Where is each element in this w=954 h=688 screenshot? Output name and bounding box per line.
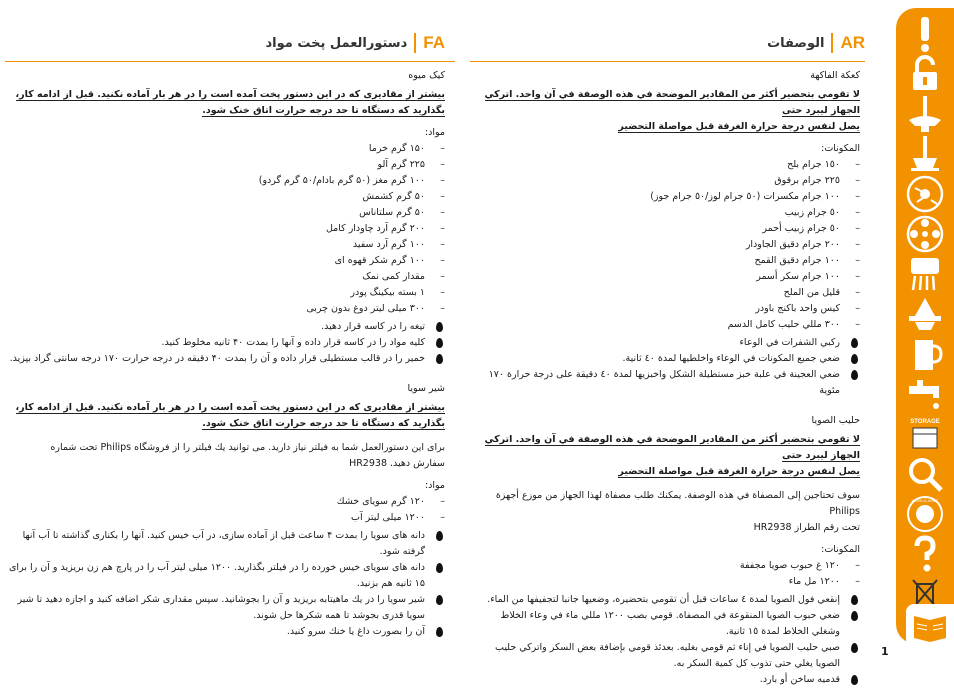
ingredient-item: – ٢٢٥ جرام برقوق (475, 173, 840, 189)
ar-header (767, 30, 865, 56)
grater-icon[interactable] (900, 252, 950, 296)
ingredient-list (0, 494, 445, 526)
ingredients-label: المكونات: (821, 143, 860, 154)
intro-tail: سفارش دهید. (390, 458, 445, 469)
ingredient-item: – ۱۵۰ گرم خرما (0, 141, 425, 157)
section-spacer (475, 399, 860, 409)
step-item: ضعي العجينة في علبة خبز مستطيلة الشكل واخبزيها لمدة ٤٠ دقيقة على درجة حرارة ١٧٠ مئوية (475, 367, 840, 399)
ingredient-item: – ۲۲۵ گرم آلو (0, 157, 425, 173)
recipe-title: كعكة الفاكهة (810, 70, 860, 81)
section-tab-sidebar (896, 8, 954, 644)
caution-line (0, 87, 445, 103)
intro-text: سوف تحتاجين إلى المصفاة في هذه الوصفة. يمكنك طلب مصفاة لهذا الجهاز من موزع أجهزة Philips (495, 490, 860, 517)
ingredient-item: – ١٠٠ جرام دقيق القمح (475, 253, 840, 269)
caution-text: بیشتر از مقادیری که در این دستور پخت آمده است را در هر بار آماده نکنید. قبل از ادامه کار، (15, 89, 445, 100)
caution-note (0, 400, 445, 432)
ingredient-item: – ٢٠٠ جرام دقيق الجاودار (475, 237, 840, 253)
caution-note (475, 87, 860, 135)
recipe-title: کیک میوه (408, 70, 445, 81)
intro-tail: تحت رقم الطراز (794, 522, 860, 533)
caution-text: لا تقومي بتحضير أكثر من المقادير الموضحة في هذه الوصفة في آن واحد. اتركي الجهاز ليبرد حتى (484, 434, 860, 461)
ingredient-list (475, 558, 860, 590)
step-item: دانه های سویا را بمدت ۴ ساعت قبل از آماده سازی، در آب خیس کنید. آنها را بکناری گذاشته تا آب آنها گرفته شود. (0, 528, 425, 560)
ingredient-list (475, 157, 860, 333)
ingredients-label: المكونات: (821, 544, 860, 555)
caution-line (475, 464, 860, 480)
ingredient-item: – ١٢٠ غ حبوب صويا مجففة (475, 558, 840, 574)
step-item: إنقعي فول الصويا لمدة ٤ ساعات قبل أن تقومي بتحضيره، وضعيها جانبا لتجفيفها من الماء. (475, 592, 840, 608)
ingredient-item: – ٥٠ جرام زبيب (475, 205, 840, 221)
jug-icon[interactable] (900, 332, 950, 376)
storage-icon[interactable] (900, 412, 950, 456)
ar-header-rule (470, 61, 865, 62)
caution-line (475, 87, 860, 119)
step-list (0, 528, 445, 640)
warning-icon[interactable] (900, 12, 950, 56)
ingredient-item: – ۳۰۰ میلی لیتر دوغ بدون چربی (0, 301, 425, 317)
caution-text: بیشتر از مقادیری که در این دستور پخت آمده است را در هر بار آماده نکنید. قبل از ادامه کار، (15, 402, 445, 413)
ingredient-item: – ۱ بسته بیکینگ پودر (0, 285, 425, 301)
ingredient-item: – ۱۰۰ گرم آرد سفید (0, 237, 425, 253)
filter-intro (475, 488, 860, 536)
guarantee-icon[interactable] (900, 492, 950, 536)
fa-content (0, 64, 445, 640)
caution-note (0, 87, 445, 119)
ar-lang-code: AR (840, 33, 865, 52)
caution-line (0, 103, 445, 119)
recipe-book-icon[interactable] (906, 604, 954, 648)
caution-text: بگذارید که دستگاه تا حد درجه حرارت اتاق خنک شود. (202, 418, 445, 429)
caution-text: يصل لنفس درجة حرارة الغرفة قبل مواصلة التحضير (618, 466, 860, 477)
svg-text:STORAGE: STORAGE (910, 419, 940, 425)
svg-text:WORLD-WIDE: WORLD-WIDE (911, 498, 939, 503)
caution-text: لا تقومي بتحضير أكثر من المقادير الموضحة في هذه الوصفة في آن واحد. اتركي الجهاز ليبرد حتى (484, 89, 860, 116)
model-number: HR2938 (753, 522, 792, 533)
ingredient-item: – ۲۰۰ گرم آرد چاودار کامل (0, 221, 425, 237)
ingredient-item: – قليل من الملح (475, 285, 840, 301)
step-list (475, 335, 860, 399)
question-icon[interactable] (900, 532, 950, 576)
ingredient-item: – مقدار کمی نمک (0, 269, 425, 285)
caution-text: بگذارید که دستگاه تا حد درجه حرارت اتاق خنک شود. (202, 105, 445, 116)
ingredient-item: – ١٠٠ جرام سكر أسمر (475, 269, 840, 285)
ingredient-item: – ٥٠ جرام زبيب أحمر (475, 221, 840, 237)
ingredients-label: مواد: (424, 480, 445, 491)
search-icon[interactable] (900, 452, 950, 496)
page-number: 1 (881, 645, 889, 658)
ingredients-label: مواد: (424, 127, 445, 138)
filter-intro (0, 440, 445, 472)
fa-header-rule (5, 61, 455, 62)
step-item: تیغه را در کاسه قرار دهید. (0, 319, 425, 335)
step-item: کلیه مواد را در کاسه قرار داده و آنها را بمدت ۴۰ ثانیه مخلوط کنید. (0, 335, 425, 351)
caution-text: يصل لنفس درجة حرارة الغرفة قبل مواصلة التحضير (618, 121, 860, 132)
step-item: آن را بصورت داغ یا خنك سرو کنید. (0, 624, 425, 640)
ingredient-list (0, 141, 445, 317)
step-item: ضعي جميع المكونات في الوعاء واخلطيها لمدة ٤٠ ثانية. (475, 351, 840, 367)
ingredient-item: – ۵۰ گرم سلتاناس (0, 205, 425, 221)
step-item: خمیر را در قالب مستطیلی قرار داده و آن را بمدت ۴۰ دقیقه در درجه حرارت ۱۷۰ درجه سانتی گراد بپزید. (0, 351, 425, 367)
section-spacer (0, 367, 445, 377)
ingredient-item: – كيس واحد باكنج باودر (475, 301, 840, 317)
fa-page-title: دستورالعمل پخت مواد (265, 35, 408, 51)
model-number: HR2938 (349, 458, 387, 469)
step-item: قدميه ساخن أو بارد. (475, 672, 840, 688)
caution-line (0, 416, 445, 432)
shaft-icon[interactable] (900, 132, 950, 176)
recipe-title: شیر سویا (407, 383, 445, 394)
citrus-press-icon[interactable] (900, 292, 950, 336)
recipe-title: حليب الصويا (811, 415, 860, 426)
ingredient-item: – ۱۰۰ گرم مغز (۵۰ گرم بادام/۵۰ گرم گردو) (0, 173, 425, 189)
ingredient-item: – ١٥٠ جرام بلح (475, 157, 840, 173)
step-item: ضعي حبوب الصويا المنقوعة في المصفاة. قومي بصب ١٢٠٠ مللي ماء في وعاء الخلاط وشغلي الخلاط لمدة ١٥ ثانية. (475, 608, 840, 640)
caution-line (0, 400, 445, 416)
ar-page-title: الوصفات (767, 35, 825, 51)
ingredient-item: – ۱۲۰۰ میلی لیتر آب (0, 510, 425, 526)
fa-lang-code: FA (423, 33, 445, 52)
blade-icon[interactable] (900, 92, 950, 136)
step-list (0, 319, 445, 367)
chopping-disc-icon[interactable] (900, 172, 950, 216)
ingredient-item: – ٣٠٠ مللي حليب كامل الدسم (475, 317, 840, 333)
ingredient-item: – ١٢٠٠ مل ماء (475, 574, 840, 590)
tap-icon[interactable] (900, 372, 950, 416)
unlock-icon[interactable] (900, 52, 950, 96)
step-item: دانه های سویای خیس خورده را در فیلتر بگذارید. ۱۲۰۰ میلی لیتر آب را در پارچ هم زن بریزید و آن را برای ۱۵ ثانیه هم بزنید. (0, 560, 425, 592)
ingredient-item: – ۱۲۰ گرم سویای خشك (0, 494, 425, 510)
ingredient-item: – ۵۰ گرم کشمش (0, 189, 425, 205)
step-list (475, 592, 860, 688)
ar-content (475, 64, 860, 688)
emulsifying-disc-icon[interactable] (900, 212, 950, 256)
ingredient-item: – ۱۰۰ گرم شکر قهوه ای (0, 253, 425, 269)
intro-text: برای این دستورالعمل شما به فیلتر نیاز دارید. می توانید یك فیلتر را از فروشگاه Philips تحت شماره (50, 442, 445, 453)
step-item: ركبي الشفرات في الوعاء (475, 335, 840, 351)
caution-note (475, 432, 860, 480)
caution-line (475, 119, 860, 135)
ingredient-item: – ١٠٠ جرام مكسرات (٥٠ جرام لوز/٥٠ جرام جوز) (475, 189, 840, 205)
caution-line (475, 432, 860, 464)
header-divider (414, 33, 416, 53)
fa-header (265, 30, 445, 56)
step-item: صبي حليب الصويا في إناء ثم قومي بغليه. بعدئذ قومي بإضافة بعض السكر واتركي حليب الصويا يغلي حتى تذوب كل كمية السكر به. (475, 640, 840, 672)
step-item: شیر سویا را در یك ماهیتابه بریزید و آن را بجوشانید. سپس مقداری شکر اضافه کنید و اجازه دهید تا شیر سویا قدری بجوشد تا همه شکرها حل شوند. (0, 592, 425, 624)
header-divider (831, 33, 833, 53)
